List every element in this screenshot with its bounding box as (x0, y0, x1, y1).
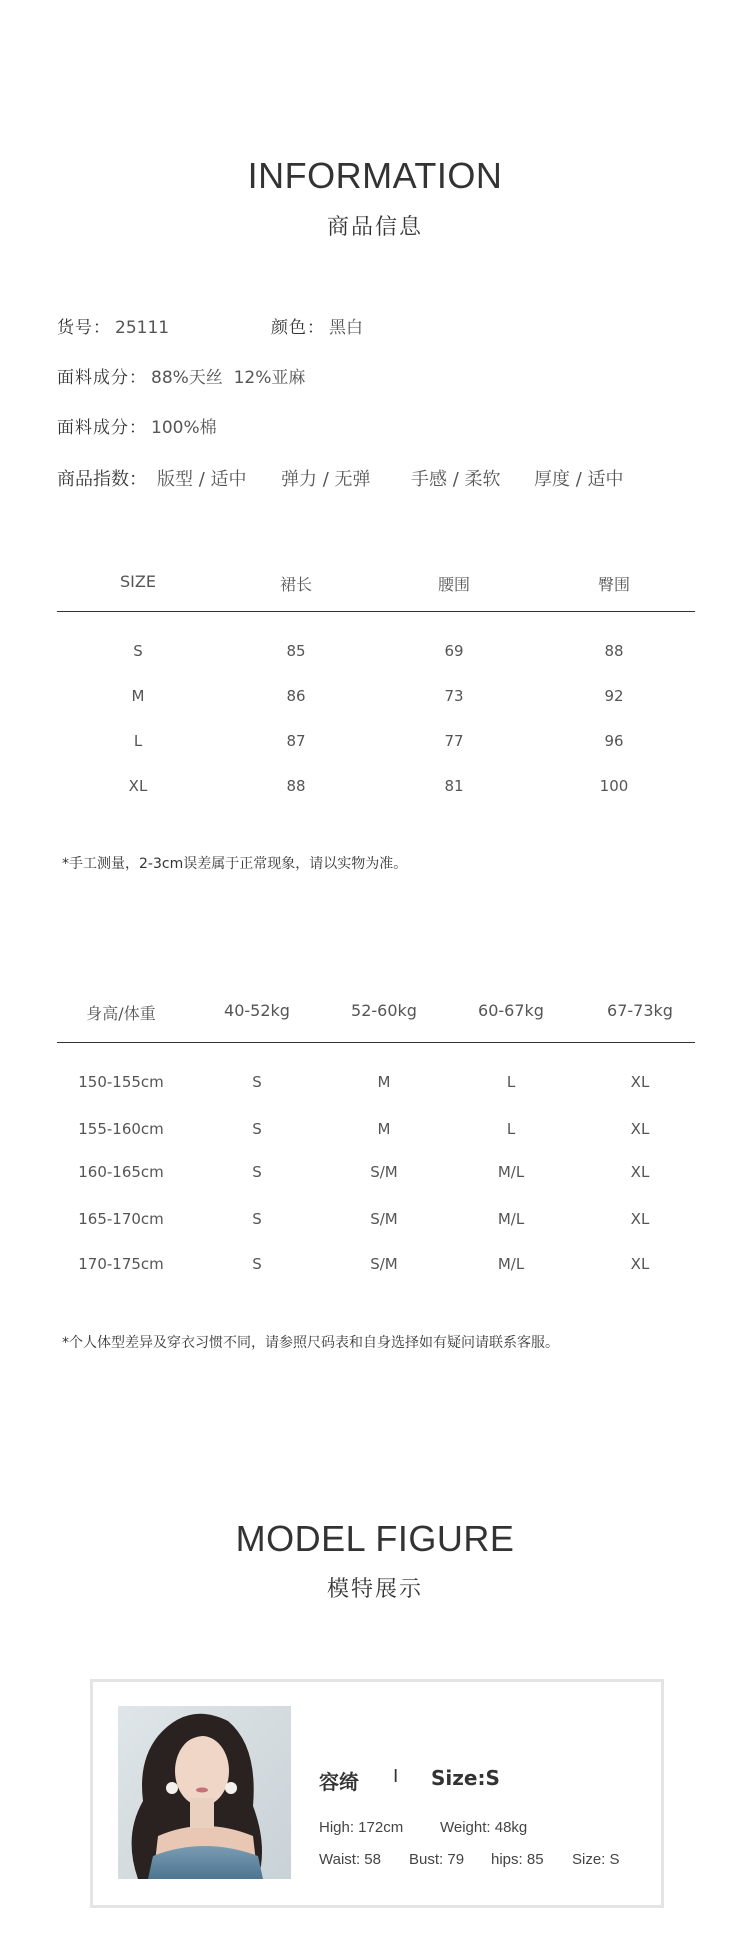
fit-table-cell: S (252, 1120, 262, 1138)
size-table-cell: 88 (286, 777, 306, 795)
fit-table-cell: L (506, 1073, 516, 1091)
size-table-cell: 69 (444, 642, 464, 660)
item-number-label: 货号： (57, 318, 111, 338)
fit-table-cell: XL (630, 1073, 650, 1091)
fabric-label: 面料成分： (57, 418, 147, 438)
size-table-header: 腰围 (437, 575, 471, 594)
fabric-row-2 (57, 413, 217, 438)
size-table-cell: M (131, 687, 145, 705)
fit-table-header: 67-73kg (607, 1001, 673, 1020)
size-table-header: 裙长 (279, 575, 313, 594)
fit-table-cell: 155-160cm (78, 1120, 164, 1138)
fit-table-cell: S/M (370, 1163, 398, 1181)
size-table-header: SIZE (120, 572, 156, 591)
model-waist: Waist: 58 (319, 1851, 381, 1868)
size-table-cell: 77 (444, 732, 464, 750)
model-photo (118, 1706, 291, 1879)
color-row (271, 313, 363, 338)
fit-table-cell: XL (630, 1120, 650, 1138)
size-table-header: 臀围 (597, 575, 631, 594)
fit-table-cell: M/L (497, 1255, 525, 1273)
size-table-cell: 96 (604, 732, 624, 750)
fit-table-note: *个人体型差异及穿衣习惯不同，请参照尺码表和自身选择如有疑问请联系客服。 (62, 1335, 559, 1351)
fit-table-divider (57, 1042, 695, 1043)
item-number-value: 25111 (115, 318, 170, 338)
size-table-cell: 100 (599, 777, 629, 795)
size-table-cell: 92 (604, 687, 624, 705)
information-title: INFORMATION (247, 155, 503, 196)
model-height: High: 172cm (319, 1819, 404, 1836)
model-title: MODEL FIGURE (235, 1518, 515, 1559)
fit-table-cell: S (252, 1163, 262, 1181)
fabric-row-1 (57, 363, 305, 388)
fit-table-header: 身高/体重 (86, 1004, 156, 1023)
fit-table-cell: 170-175cm (78, 1255, 164, 1273)
size-table-cell: S (133, 642, 143, 660)
size-table-cell: 88 (604, 642, 624, 660)
size-table-cell: XL (128, 777, 148, 795)
product-index-label: 商品指数： (57, 469, 147, 490)
model-name: 容绮 (319, 1770, 359, 1794)
fit-table-cell: S/M (370, 1210, 398, 1228)
fit-table-cell: M/L (497, 1210, 525, 1228)
fit-table-cell: XL (630, 1163, 650, 1181)
size-table-cell: L (133, 732, 143, 750)
model-size-heading: Size:S (431, 1766, 500, 1790)
information-subtitle: 商品信息 (326, 215, 423, 240)
fit-table-cell: 160-165cm (78, 1163, 164, 1181)
fit-table-cell: M (377, 1120, 391, 1138)
size-table-divider (57, 611, 695, 612)
fit-table-cell: S (252, 1255, 262, 1273)
model-size: Size: S (572, 1851, 620, 1868)
size-table-note: *手工测量，2-3cm误差属于正常现象，请以实物为准。 (62, 856, 408, 872)
fit-table-cell: S/M (370, 1255, 398, 1273)
size-table-cell: 87 (286, 732, 306, 750)
fit-table-header: 40-52kg (224, 1001, 290, 1020)
fit-table-cell: 165-170cm (78, 1210, 164, 1228)
fit-table-cell: XL (630, 1210, 650, 1228)
fit-table-cell: S (252, 1210, 262, 1228)
size-table-cell: 85 (286, 642, 306, 660)
model-weight: Weight: 48kg (440, 1819, 528, 1836)
index-fit: 版型 / 适中 (157, 469, 247, 490)
fit-table-header: 52-60kg (351, 1001, 417, 1020)
model-subtitle: 模特展示 (326, 1577, 423, 1602)
index-thickness: 厚度 / 适中 (534, 469, 624, 490)
size-table-cell: 73 (444, 687, 464, 705)
index-elasticity: 弹力 / 无弹 (281, 469, 371, 490)
index-feel: 手感 / 柔软 (411, 469, 501, 490)
model-bust: Bust: 79 (409, 1851, 465, 1868)
model-hips: hips: 85 (491, 1851, 544, 1868)
item-number-row (57, 313, 169, 338)
fit-table-cell: L (506, 1120, 516, 1138)
fit-table-cell: M (377, 1073, 391, 1091)
size-table-cell: 81 (444, 777, 464, 795)
fabric-value: 88%天丝 12%亚麻 (151, 368, 306, 388)
fit-table-cell: XL (630, 1255, 650, 1273)
fit-table-header: 60-67kg (478, 1001, 544, 1020)
fabric-value: 100%棉 (151, 418, 217, 438)
fabric-label: 面料成分： (57, 368, 147, 388)
color-value: 黑白 (329, 318, 363, 338)
fit-table-cell: M/L (497, 1163, 525, 1181)
size-table-cell: 86 (286, 687, 306, 705)
color-label: 颜色： (271, 318, 325, 338)
fit-table-cell: 150-155cm (78, 1073, 164, 1091)
fit-table-cell: S (252, 1073, 262, 1091)
model-separator: I (393, 1766, 399, 1787)
